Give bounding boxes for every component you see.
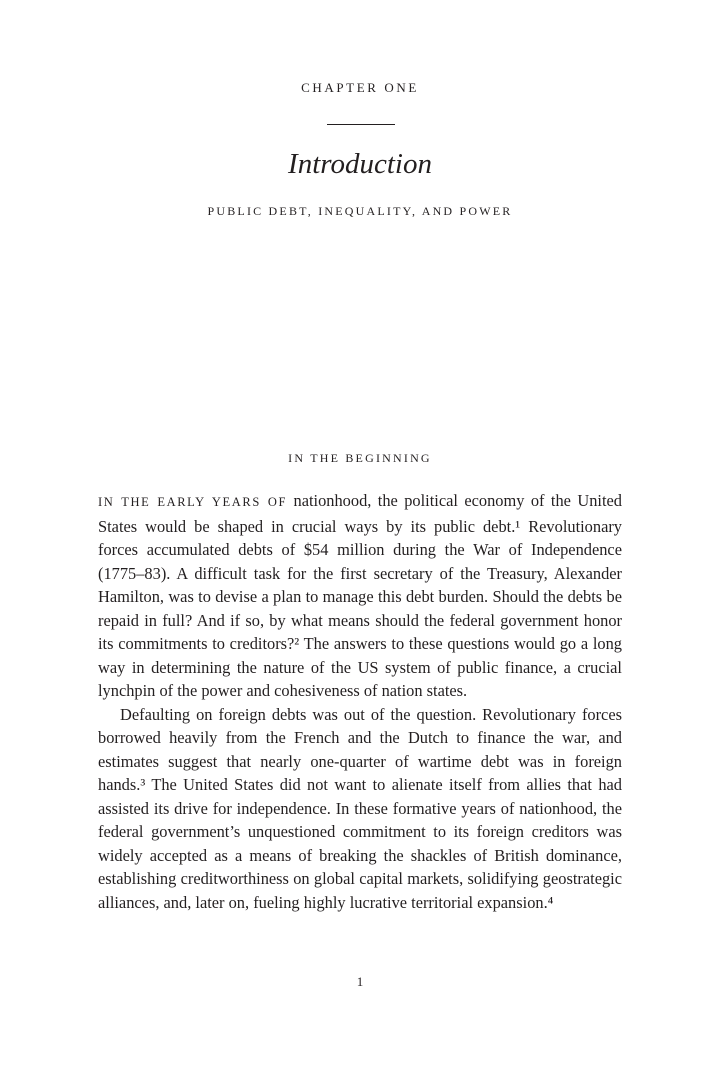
paragraph-1-text: nationhood, the political economy of the United States would be shaped in crucial ways by its public debt.¹ Revolutionary forces accumulated debts of $54 million during the War of Independence (1775–83). A difficult task for the first secretary of the Treasury, Alexander Hamilton, was to devise a plan to manage this debt burden. Should the debts be repaid in full? And if so, by what means should the federal government honor its commitments to creditors?² The answers to these questions would go a long way in determining the nature of the US system of public finance, a crucial lynchpin of the power and cohesiveness of nation states. [98,491,622,700]
chapter-subtitle: PUBLIC DEBT, INEQUALITY, AND POWER [207,204,513,218]
title-divider [327,124,395,125]
paragraph-2-text: Defaulting on foreign debts was out of the question. Revolutionary forces borrowed heavily from the French and the Dutch to finance the war, and estimates suggest that nearly one-quarter of wartime debt was in foreign hands.³ The United States did not want to alienate itself from allies that had assisted its drive for independence. In these formative years of nationhood, the federal government’s unquestioned commitment to its foreign creditors was widely accepted as a means of breaking the shackles of British dominance, establishing creditworthiness on global capital markets, solidifying geostrategic alliances, and, later on, fueling highly lucrative territorial expansion.⁴ [98,704,622,912]
paragraph-1 [98,489,622,703]
paragraph-2 [98,703,622,915]
chapter-title: Introduction [288,148,432,180]
section-heading: IN THE BEGINNING [288,451,432,465]
body-text [98,489,622,914]
paragraph-lead-in: IN THE EARLY YEARS OF [98,495,288,509]
page-number: 1 [356,974,364,989]
chapter-label: CHAPTER ONE [301,80,419,95]
